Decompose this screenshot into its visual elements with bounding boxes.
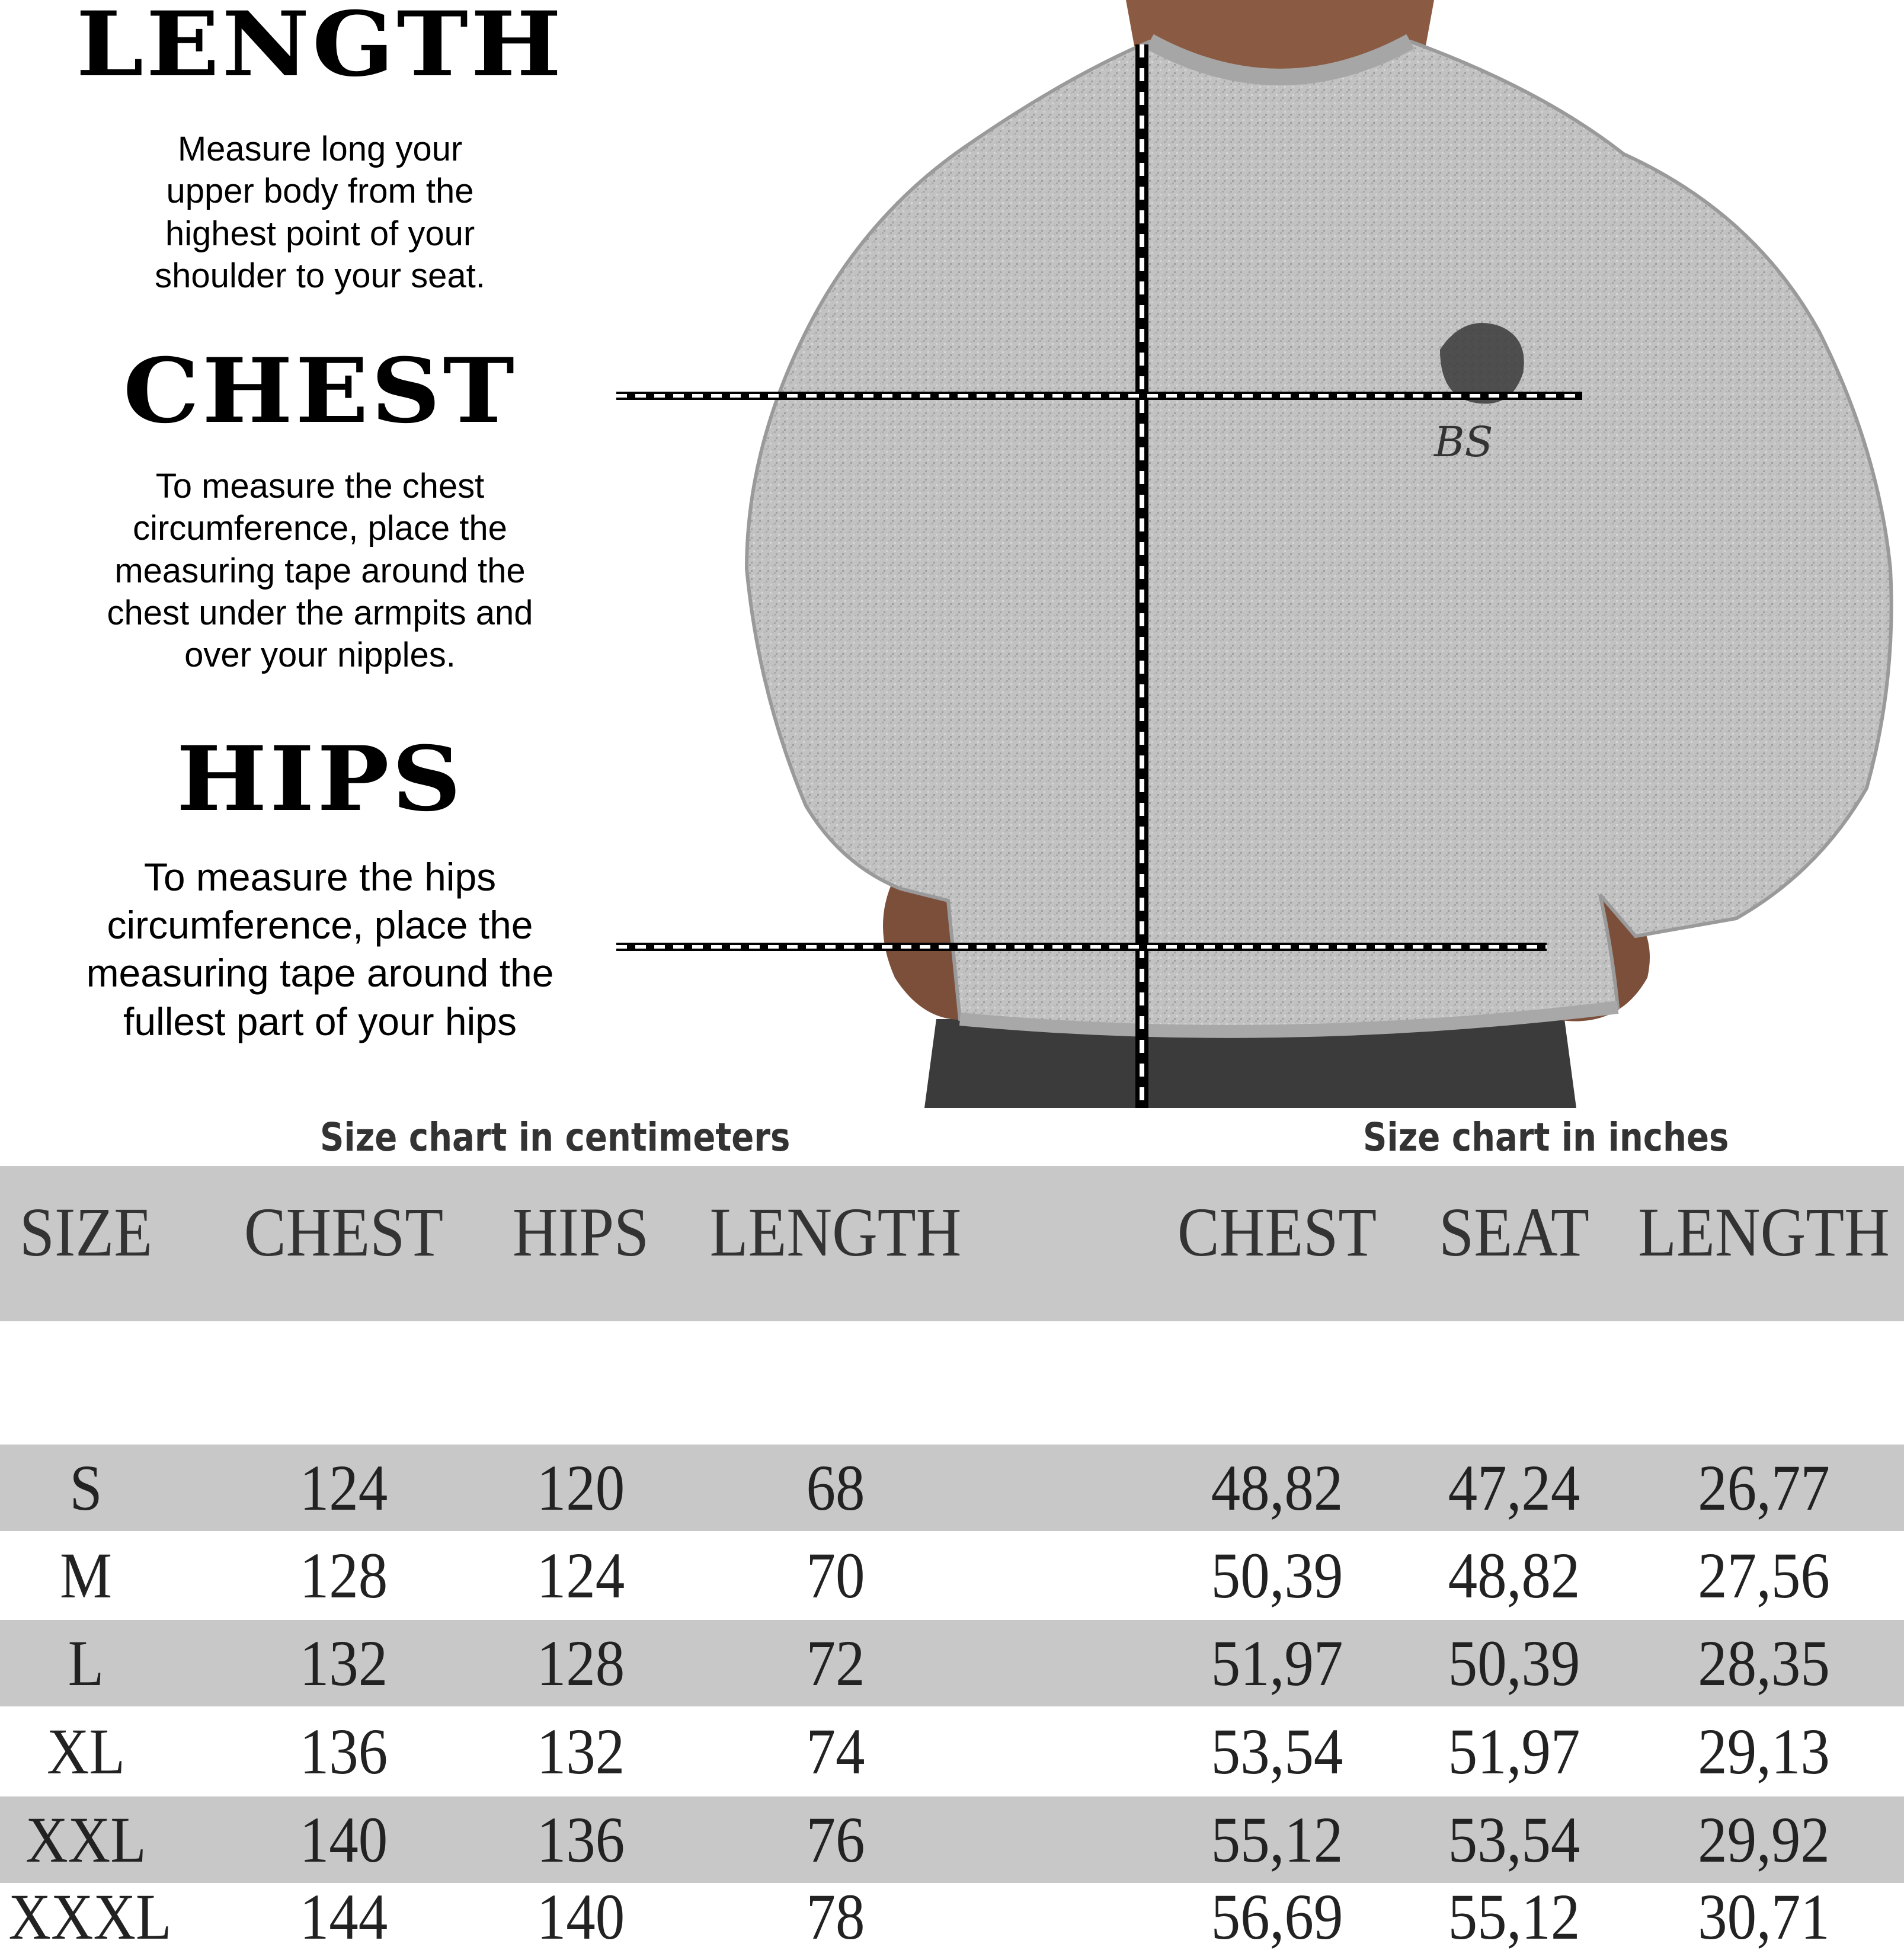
table-cell-size: XL [47, 1715, 125, 1788]
length-section [76, 0, 564, 297]
chest-line: chest under the armpits and [107, 593, 533, 632]
header-seat-in: SEAT [1439, 1193, 1589, 1271]
table-cell: 50,39 [1211, 1539, 1343, 1612]
header-length-cm: LENGTH [709, 1193, 962, 1271]
table-cell: 47,24 [1448, 1452, 1580, 1524]
table-cell: 48,82 [1448, 1539, 1580, 1612]
length-line: shoulder to your seat. [155, 256, 485, 295]
length-line: Measure long your [177, 130, 463, 168]
table-cell: 124 [299, 1452, 388, 1524]
table-cell: 128 [299, 1539, 388, 1612]
chest-line: To measure the chest [155, 467, 485, 505]
caption-inches: Size chart in inches [1363, 1114, 1729, 1160]
length-line: upper body from the [166, 172, 474, 211]
table-cell: 53,54 [1211, 1715, 1343, 1788]
table-cell: 56,69 [1211, 1881, 1343, 1953]
table-cell: 140 [299, 1804, 388, 1876]
chest-heading: CHEST [123, 339, 517, 443]
table-cell: 74 [806, 1715, 865, 1788]
table-cell: 26,77 [1698, 1452, 1830, 1524]
hips-line: circumference, place the [107, 903, 533, 947]
table-cell: 55,12 [1448, 1881, 1580, 1953]
hips-line: measuring tape around the [86, 951, 554, 995]
hips-heading: HIPS [176, 727, 464, 831]
table-cell: 29,13 [1698, 1715, 1830, 1788]
table-cell: 76 [806, 1804, 865, 1876]
table-cell: 28,35 [1698, 1627, 1830, 1699]
logo-text: BS [1434, 418, 1493, 466]
table-cell: 132 [299, 1627, 388, 1699]
header-length-in: LENGTH [1638, 1193, 1890, 1271]
model-photo [616, 0, 1904, 1108]
table-cell: 78 [806, 1881, 865, 1953]
header-hips-cm: HIPS [512, 1193, 649, 1271]
table-cell: 72 [806, 1627, 865, 1699]
header-chest-in: CHEST [1177, 1193, 1377, 1271]
table-cell-size: S [69, 1452, 103, 1524]
table-cell: 27,56 [1698, 1539, 1830, 1612]
table-cell-size: L [68, 1627, 104, 1699]
table-cell: 51,97 [1211, 1627, 1343, 1699]
sweater [747, 41, 1892, 1032]
chest-line: over your nipples. [184, 636, 456, 675]
table-cell: 140 [536, 1881, 625, 1953]
hips-line: To measure the hips [143, 855, 497, 899]
hips-section [36, 727, 604, 1046]
table-cell: 51,97 [1448, 1715, 1580, 1788]
table-cell: 68 [806, 1452, 865, 1524]
header-chest-cm: CHEST [244, 1193, 444, 1271]
table-cell: 70 [806, 1539, 865, 1612]
length-description [154, 128, 486, 297]
table-cell: 48,82 [1211, 1452, 1343, 1524]
hips-line: fullest part of your hips [123, 999, 517, 1043]
chest-section [83, 339, 557, 677]
table-cell: 120 [536, 1452, 625, 1524]
chest-description [95, 465, 545, 677]
table-cell-size: XXXL [8, 1881, 172, 1953]
header-size: SIZE [19, 1193, 153, 1271]
length-line: highest point of your [165, 214, 475, 253]
table-cell-size: M [59, 1539, 113, 1612]
table-cell: 144 [299, 1881, 388, 1953]
table-cell: 124 [536, 1539, 625, 1612]
caption-centimeters: Size chart in centimeters [320, 1114, 791, 1160]
chest-line: circumference, place the [133, 509, 507, 548]
table-cell-size: XXL [25, 1804, 146, 1876]
length-heading: LENGTH [76, 0, 564, 97]
table-cell: 50,39 [1448, 1627, 1580, 1699]
table-cell: 53,54 [1448, 1804, 1580, 1876]
table-cell: 128 [536, 1627, 625, 1699]
table-cell: 55,12 [1211, 1804, 1343, 1876]
table-cell: 136 [536, 1804, 625, 1876]
table-cell: 136 [299, 1715, 388, 1788]
table-cell: 29,92 [1698, 1804, 1830, 1876]
table-cell: 132 [536, 1715, 625, 1788]
hips-description [59, 853, 581, 1046]
table-cell: 30,71 [1698, 1881, 1830, 1953]
chest-line: measuring tape around the [114, 551, 526, 590]
